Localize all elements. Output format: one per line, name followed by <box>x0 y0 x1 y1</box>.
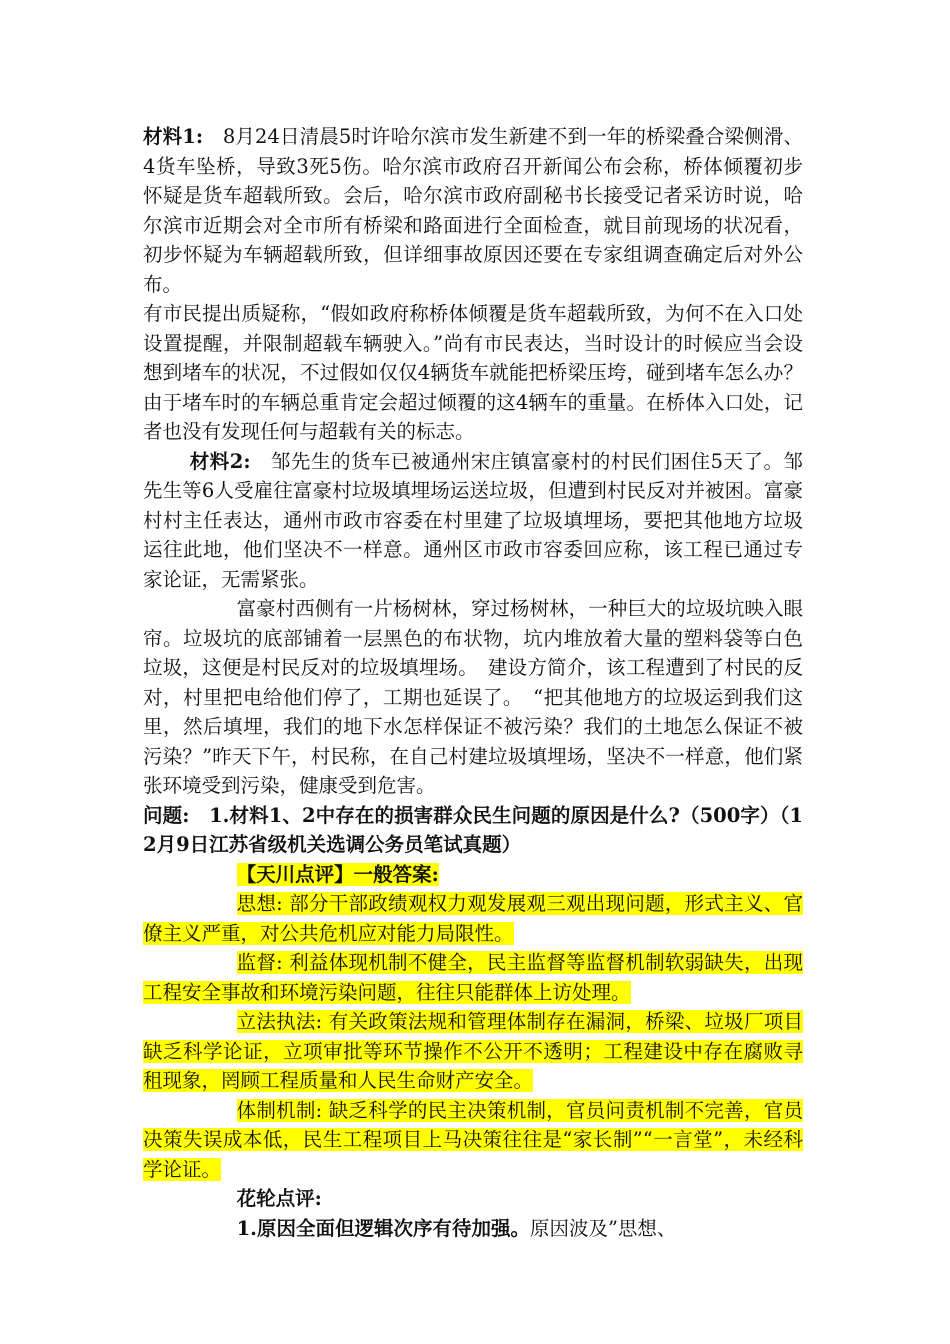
review-point-1 <box>143 1214 803 1244</box>
material2-text-2: 富豪村西侧有一片杨树林，穿过杨树林，一种巨大的垃圾坑映入眼帘。垃圾坑的底部铺着一层黑色的布状物，坑内堆放着大量的塑料袋等白色垃圾，这便是村民反对的垃圾填埋场。 建设方简介，该工程遭到了村民的反对，村里把电给他们停了，工期也延误了。 “把其他地方的垃圾运到我们这里，然后填埋，我们的地下水怎样保证不被污染？我们的土地怎么保证不被污染？”昨天下午，村民称，在自己村建垃圾填埋场，坚决不一样意，他们紧张环境受到污染，健康受到危害。 <box>143 597 803 797</box>
material2-text-1: 邹先生的货车已被通州宋庄镇富豪村的村民们困住5天了。邹先生等6人受雇往富豪村垃圾填埋场运送垃圾，但遭到村民反对并被困。富豪村村主任表达，通州市政市容委在村里建了垃圾填埋场，要把其他地方垃圾运往此地，他们坚决不一样意。通州区市政市容委回应称，该工程已通过专家论证，无需紧张。 <box>143 449 803 591</box>
material1-paragraph-1 <box>143 122 803 299</box>
document-body <box>143 122 803 1243</box>
question-text: 1.材料1、2中存在的损害群众民生问题的原因是什么?（500字）（12月9日江苏省级机关选调公务员笔试真题） <box>143 803 803 856</box>
material1-label: 材料1: <box>143 125 204 148</box>
answer-item-4-text: 缺乏科学的民主决策机制，官员问责机制不完善，官员决策失误成本低，民生工程项目上马决策往往是“家长制”“一言堂”，未经科学论证。 <box>143 1098 804 1181</box>
answer-item-4-label: 体制机制: <box>236 1098 323 1122</box>
review-point-1-bold: 1.原因全面但逻辑次序有待加强。 <box>236 1216 530 1240</box>
material1-paragraph-2 <box>143 299 803 447</box>
material2-paragraph-1 <box>143 447 803 595</box>
material2-label: 材料2: <box>189 449 251 473</box>
answer-item-2 <box>143 948 803 1007</box>
answer-item-1 <box>143 889 803 948</box>
answer-item-1-text: 部分干部政绩观权力观发展观三观出现问题，形式主义、官僚主义严重，对公共危机应对能力局限性。 <box>143 892 803 945</box>
answer-heading: 【天川点评】一般答案: <box>236 862 439 886</box>
material1-text-2: 有市民提出质疑称，“假如政府称桥体倾覆是货车超载所致，为何不在入口处设置提醒，并限制超载车辆驶入。”尚有市民表达，当时设计的时候应当会设想到堵车的状况，不过假如仅仅4辆货车就能把桥梁压垮，碰到堵车怎么办？由于堵车时的车辆总重肯定会超过倾覆的这4辆车的重量。在桥体入口处，记者也没有发现任何与超载有关的标志。 <box>143 302 803 443</box>
question-paragraph <box>143 801 803 860</box>
review-heading: 花轮点评: <box>236 1187 322 1210</box>
answer-item-1-label: 思想: <box>236 892 283 915</box>
review-heading-paragraph <box>143 1184 803 1214</box>
answer-item-3-label: 立法执法: <box>236 1010 323 1033</box>
review-point-1-text: 原因波及”思想、 <box>529 1216 677 1240</box>
material1-text-1: 8月24日清晨5时许哈尔滨市发生新建不到一年的桥梁叠合梁侧滑、4货车坠桥，导致3死5伤。哈尔滨市政府召开新闻公布会称，桥体倾覆初步怀疑是货车超载所致。会后，哈尔滨市政府副秘书长接受记者采访时说，哈尔滨市近期会对全市所有桥梁和路面进行全面检查，就目前现场的状况看，初步怀疑为车辆超载所致，但详细事故原因还要在专家组调查确定后对外公布。 <box>143 125 803 296</box>
answer-item-2-label: 监督: <box>236 951 283 974</box>
question-label: 问题: <box>143 803 190 827</box>
answer-item-2-text: 利益体现机制不健全，民主监督等监督机制软弱缺失，出现工程安全事故和环境污染问题，往往只能群体上访处理。 <box>143 951 803 1004</box>
answer-item-3-text: 有关政策法规和管理体制存在漏洞，桥梁、垃圾厂项目缺乏科学论证，立项审批等环节操作不公开不透明；工程建设中存在腐败寻租现象，罔顾工程质量和人民生命财产安全。 <box>143 1010 804 1092</box>
answer-heading-paragraph <box>143 860 803 890</box>
material2-paragraph-2 <box>143 594 803 801</box>
answer-item-3 <box>143 1007 803 1096</box>
answer-item-4 <box>143 1096 803 1185</box>
